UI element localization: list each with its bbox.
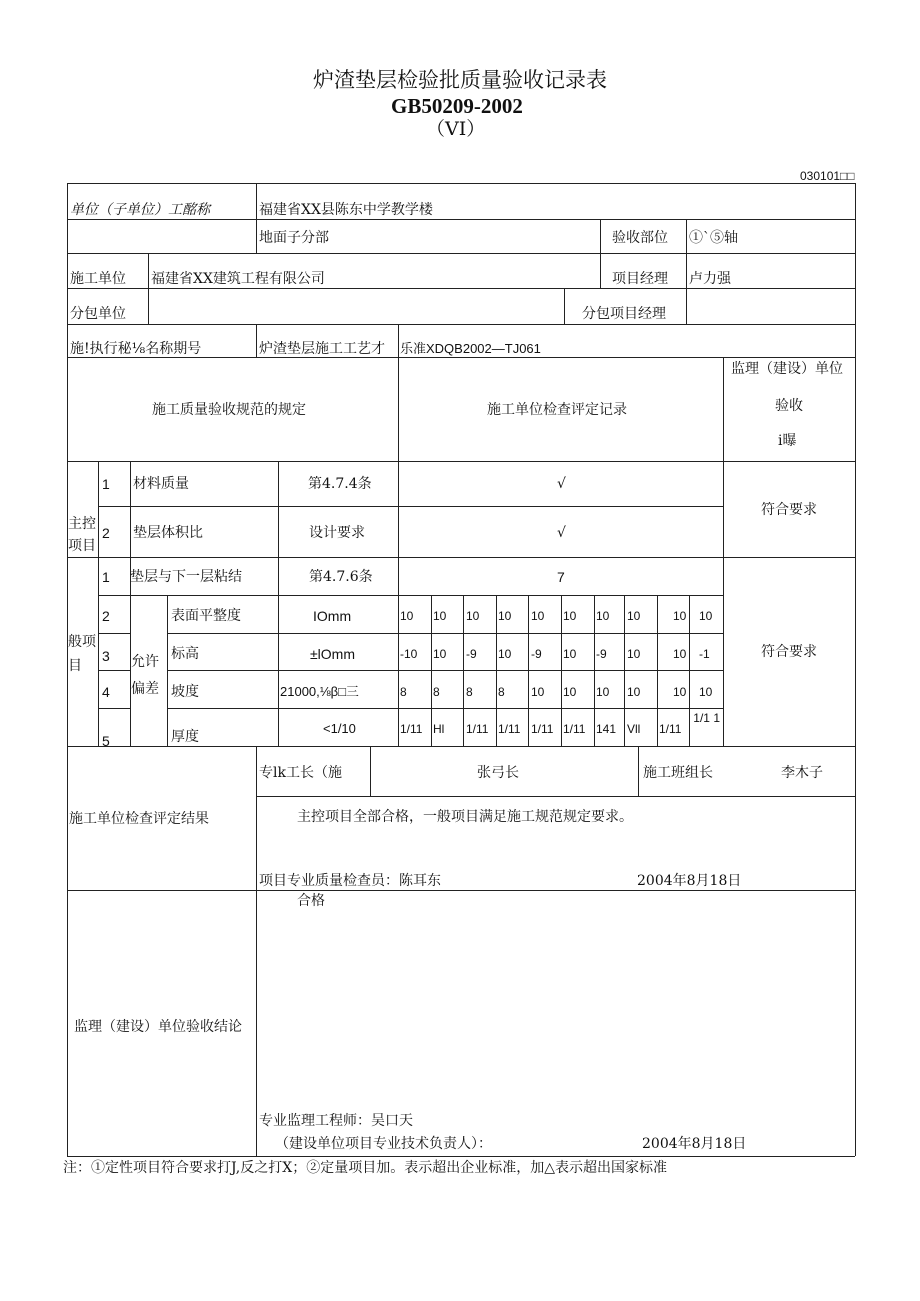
main-item-no: 2 [102, 525, 110, 541]
measure-cell: Hl [433, 722, 445, 736]
main-item-req: 第4.7.4条 [308, 476, 372, 492]
measure-cell: -9 [466, 647, 477, 661]
standard-code: GB50209-2002 [391, 94, 523, 118]
measure-cell: 1/11 [563, 722, 586, 736]
team-leader-label: 施工班组长 [643, 765, 713, 781]
measure-cell: 10 [596, 609, 610, 623]
project-label: 单位（子单位）工酩称 [70, 202, 210, 218]
main-item-req: 设计要求 [309, 525, 365, 541]
form-code: 030101□□ [800, 169, 855, 183]
supervision-engineer: 专业监理工程师：吴口天 [259, 1113, 413, 1129]
subpart-value: 地面子分部 [259, 230, 329, 246]
std-label: 施!执行秘⅛名称期号 [70, 341, 202, 357]
general-item-name: 坡度 [171, 684, 199, 700]
measure-cell: -1 [699, 647, 710, 661]
doc-title: 炉渣垫层检验批质量验收记录表 [313, 68, 607, 92]
measure-cell: 10 [563, 609, 577, 623]
measure-cell: 10 [531, 685, 545, 699]
general-group-label-2: 目 [68, 658, 82, 674]
footnote: 注：①定性项目符合要求打J,反之打X；②定量项目加。表示超出企业标准，加△表示超出国家标准 [63, 1160, 667, 1176]
supervision-text: 合格 [297, 893, 325, 909]
general-item-req: IOmm [313, 608, 352, 624]
quality-inspector: 项目专业质量检查员：陈耳东 [259, 873, 441, 889]
allow-label-1: 允许 [131, 654, 159, 670]
roman-numeral: （VI） [426, 118, 486, 140]
general-item-req: 第4.7.6条 [309, 569, 373, 585]
sub-label: 分包单位 [70, 306, 126, 322]
measure-cell: 10 [433, 609, 447, 623]
general-item-no: 4 [102, 684, 110, 700]
owner-tech-lead: （建设单位项目专业技术负责人）： [275, 1136, 492, 1152]
general-item-no: 3 [102, 648, 110, 664]
supervision-date: 2004年8月18日 [642, 1136, 747, 1152]
measure-cell: -9 [596, 647, 607, 661]
contractor-value: 福建省XX建筑工程有限公司 [151, 271, 325, 287]
main-group-label-2: 项目 [68, 538, 96, 554]
main-group-label-1: 主控 [68, 516, 96, 532]
main-item-no: 1 [102, 476, 110, 492]
measure-cell: 8 [466, 685, 473, 699]
measure-cell: 10 [596, 685, 610, 699]
pm-value: 卢力强 [689, 271, 731, 287]
std-code: 乐准XDQB2002—TJ061 [400, 341, 541, 356]
measure-cell: 10 [627, 685, 641, 699]
std-value: 炉渣垫层施工工艺才 [259, 341, 385, 357]
measure-cell: 10 [563, 685, 577, 699]
general-item-name: 厚度 [171, 729, 199, 745]
general-item-req: <1/10 [323, 721, 356, 736]
check-result-label: 施工单位检查评定结果 [69, 811, 209, 827]
foreman-value: 张弓长 [477, 765, 519, 781]
measure-cell: 10 [498, 647, 512, 661]
main-item-rec: √ [557, 476, 566, 492]
main-item-name: 垫层体积比 [133, 525, 203, 541]
check-result-text: 主控项目全部合格，一般项目满足施工规范规定要求。 [297, 809, 633, 825]
measure-cell: 10 [531, 609, 545, 623]
main-item-rec: √ [557, 525, 566, 541]
project-value: 福建省XX县陈东中学教学楼 [259, 202, 433, 218]
sub-pm-label: 分包项目经理 [582, 306, 666, 322]
measure-cell: 10 [699, 609, 713, 623]
measure-cell: 10 [673, 685, 687, 699]
sup-header-1: 监理（建设）单位 [731, 361, 843, 377]
measure-cell: -10 [400, 647, 418, 661]
supervision-label: 监理（建设）单位验收结论 [74, 1019, 242, 1035]
pm-label: 项目经理 [612, 271, 668, 287]
main-result: 符合要求 [761, 502, 817, 518]
measure-cell: 10 [498, 609, 512, 623]
measure-cell: 1/11 [466, 722, 489, 736]
general-item-req: 21000,⅛β□三 [280, 684, 359, 699]
measure-cell: 10 [673, 609, 687, 623]
general-item-no: 5 [102, 733, 110, 749]
contractor-label: 施工单位 [70, 271, 126, 287]
general-result: 符合要求 [761, 644, 817, 660]
part-label: 验收部位 [612, 230, 668, 246]
general-item-no: 2 [102, 608, 110, 624]
measure-cell: 10 [673, 647, 687, 661]
measure-cell: 8 [433, 685, 440, 699]
general-item-name: 垫层与下一层粘结 [130, 569, 242, 585]
measure-cell: 10 [627, 609, 641, 623]
allow-label-2: 偏差 [131, 681, 159, 697]
measure-cell: 1/11 [531, 722, 554, 736]
measure-cell: 1/11 [400, 722, 423, 736]
measure-cell: Vll [627, 722, 641, 736]
team-leader-value: 李木子 [781, 765, 823, 781]
measure-cell: 10 [699, 685, 713, 699]
general-item-no: 1 [102, 569, 110, 585]
measure-cell: 1/1 1 [693, 711, 720, 725]
general-item-name: 标高 [171, 646, 199, 662]
general-item-name: 表面平整度 [171, 608, 241, 624]
part-value: ①`⑤轴 [689, 230, 738, 246]
measure-cell: 8 [498, 685, 505, 699]
general-item-rec: 7 [557, 569, 565, 585]
foreman-label: 专lk工长（施 [259, 765, 342, 781]
measure-cell: 1/11 [659, 722, 682, 736]
sup-header-3: i曝 [778, 433, 797, 449]
general-group-label-1: 般项 [68, 634, 96, 650]
measure-cell: 10 [627, 647, 641, 661]
measure-cell: -9 [531, 647, 542, 661]
general-item-req: ±lOmm [310, 646, 356, 662]
measure-cell: 10 [400, 609, 414, 623]
measure-cell: 8 [400, 685, 407, 699]
record-header: 施工单位检查评定记录 [487, 402, 627, 418]
measure-cell: 1/11 [498, 722, 521, 736]
measure-cell: 10 [466, 609, 480, 623]
measure-cell: 10 [563, 647, 577, 661]
main-item-name: 材料质量 [133, 476, 189, 492]
sup-header-2: 验收 [775, 398, 803, 414]
measure-cell: 10 [433, 647, 447, 661]
measure-cell: 141 [596, 722, 617, 736]
check-date: 2004年8月18日 [637, 873, 742, 889]
spec-header: 施工质量验收规范的规定 [152, 402, 306, 418]
